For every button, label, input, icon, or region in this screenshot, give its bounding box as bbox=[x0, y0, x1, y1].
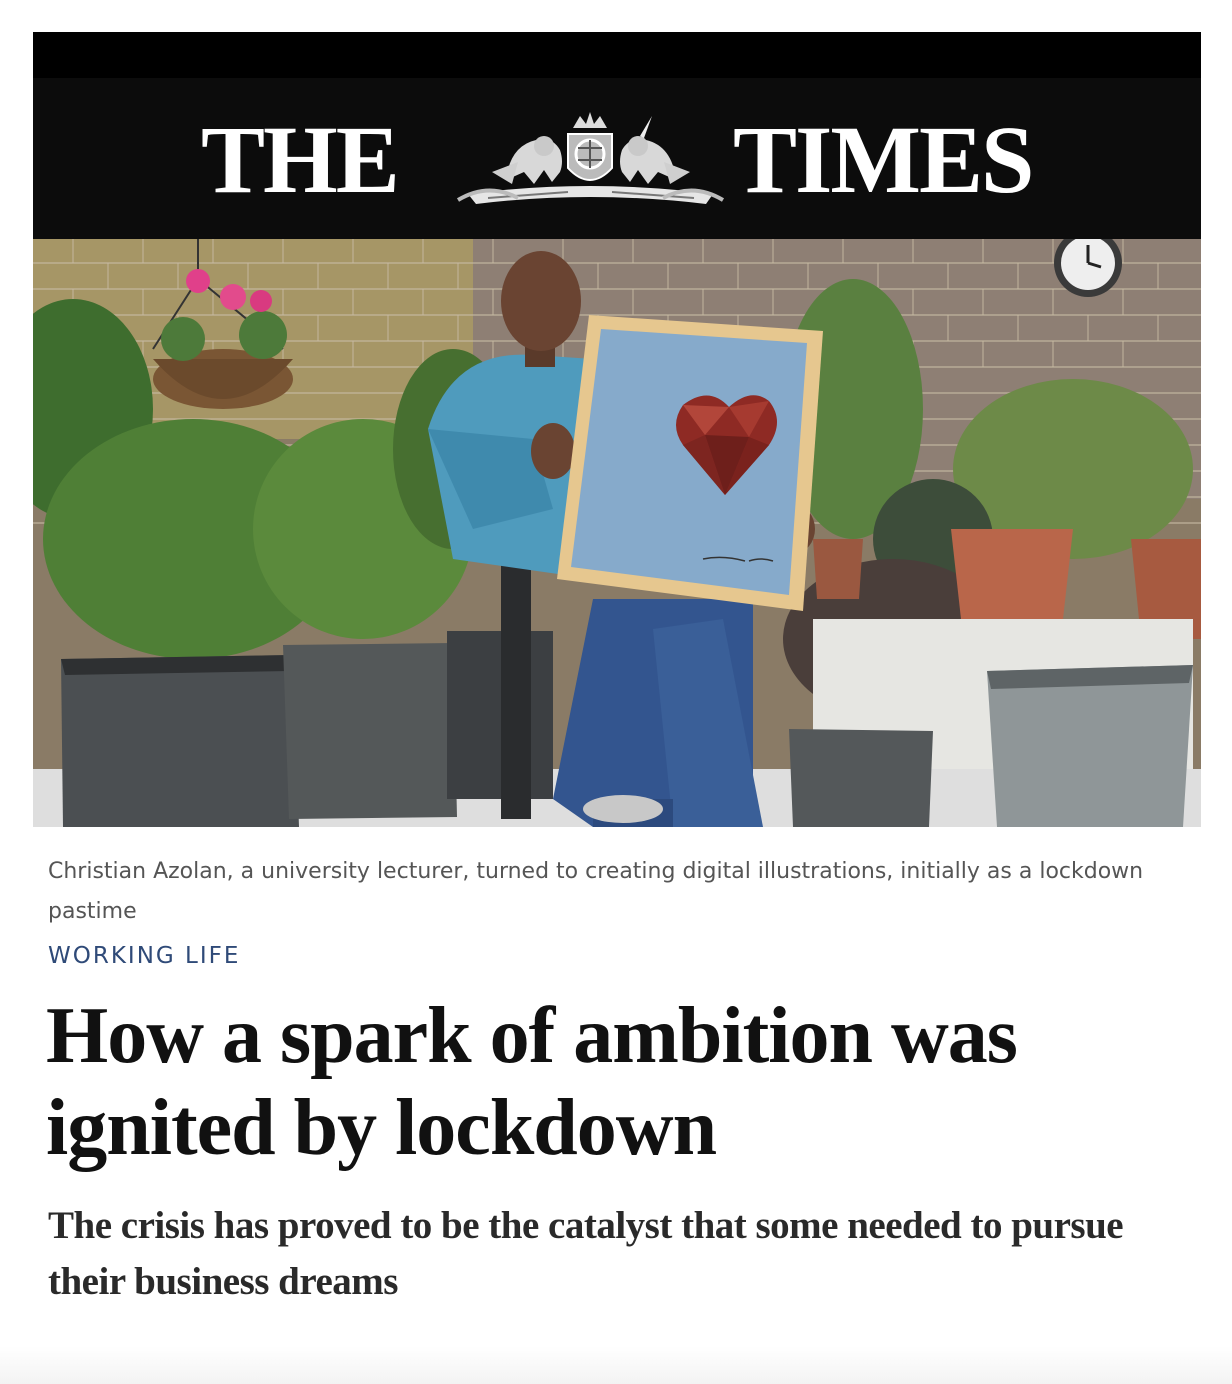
article-photo[interactable] bbox=[33, 239, 1201, 827]
article-header bbox=[33, 32, 1201, 827]
section-kicker[interactable]: WORKING LIFE bbox=[48, 943, 241, 969]
masthead-word-times: TIMES bbox=[733, 106, 1033, 213]
page-bottom-fade bbox=[0, 1346, 1232, 1384]
article-headline[interactable]: How a spark of ambition was ignited by lockdown bbox=[46, 992, 1017, 1172]
masthead-top-bar bbox=[33, 32, 1201, 78]
photo-caption: Christian Azolan, a university lecturer, turned to creating digital illustrations, initially as a lockdown pastime bbox=[48, 859, 1144, 924]
masthead[interactable] bbox=[33, 32, 1201, 239]
royal-coat-of-arms-icon bbox=[448, 110, 733, 210]
masthead-word-the: THE bbox=[201, 106, 398, 213]
article-standfirst: The crisis has proved to be the catalyst that some needed to pursue their business dreams bbox=[48, 1204, 1124, 1303]
